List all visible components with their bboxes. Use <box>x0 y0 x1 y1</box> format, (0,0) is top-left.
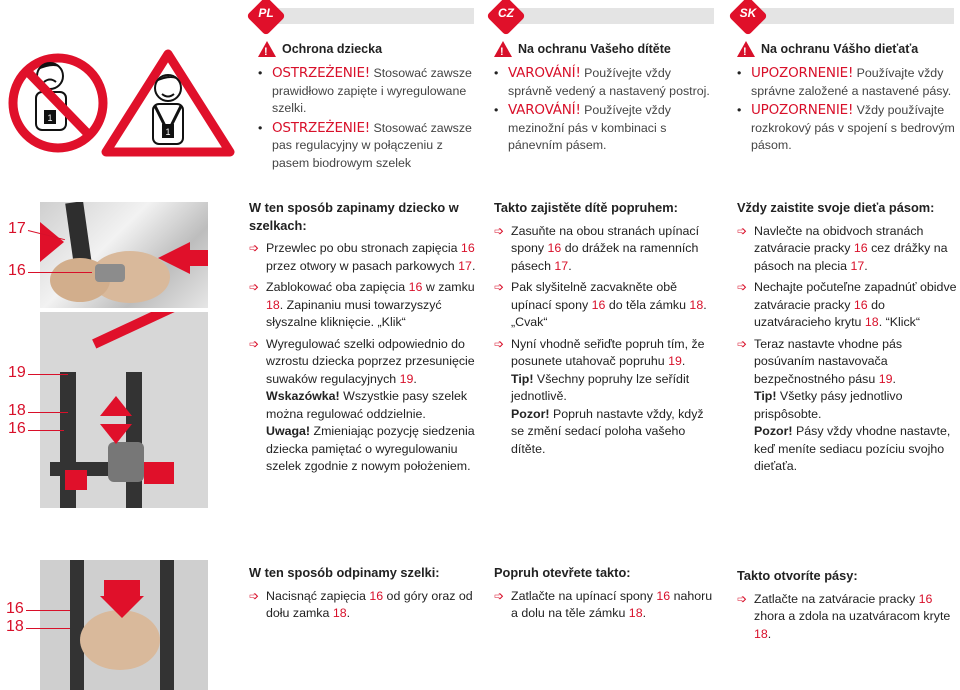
step-arrow-icon: ➩ <box>494 336 505 351</box>
callout-16: 16 <box>8 262 26 279</box>
warning-triangle-icon: ! <box>258 41 276 57</box>
section-title: W ten sposób zapinamy dziecko w szelkach: <box>249 200 459 233</box>
callout-18: 18 <box>8 402 26 419</box>
step-arrow-icon: ➩ <box>249 336 260 351</box>
section-title: Takto zajistěte dítě popruhem: <box>494 200 678 215</box>
warning-triangle-icon: ! <box>494 41 512 57</box>
step-item: ➩ Teraz nastavte vhodne pás posúvaním nastavovača bezpečnostného pásu 19. Tip! Všetky pásy jednotlivo prispôsobte. Pozor! Pásy vždy vhodne nastavte, keď meníte sediacu pozíciu svojho dieťaťa. <box>737 336 951 473</box>
callout-line <box>26 628 70 629</box>
warning-block-cz <box>494 41 716 157</box>
step-arrow-icon: ➩ <box>737 591 748 606</box>
step-arrow-icon: ➩ <box>494 588 505 603</box>
warning-item: • UPOZORNENIE! Používajte vždy správne založené a nastavené pásy. <box>737 65 959 100</box>
step-item: ➩ Nyní vhodně seřiďte popruh tím, že posunete utahovač popruhu 19. Tip! Všechny popruhy lze seřídit jednotlivě. Pozor! Popruh nastavte vždy, když se změní sedací poloha vašeho dítěte. <box>494 336 705 456</box>
photo-harness-closed <box>40 312 208 508</box>
warning-title-pl: Ochrona dziecka <box>282 42 383 56</box>
callout-17: 17 <box>8 220 26 237</box>
section-title: W ten sposób odpinamy szelki: <box>249 565 440 580</box>
callout-line <box>28 272 92 273</box>
warning-item: • OSTRZEŻENIE! Stosować zawsze pas regulacyjny w połączeniu z pasem biodrowym szelek <box>258 120 480 173</box>
fasten-instructions-pl <box>249 199 477 476</box>
callout-18-bottom: 18 <box>6 618 24 635</box>
step-arrow-icon: ➩ <box>737 223 748 238</box>
tab-bar-pl <box>258 8 474 24</box>
step-item: ➩ Wyregulować szelki odpowiednio do wzrostu dziecka poprzez przesunięcie suwaków regulacyjnych 19. Wskazówka! Wszystkie pasy szelek można regulować oddzielnie. Uwaga! Zmieniając pozycję siedzenia dziecka pamiętać o wyregulowaniu szelek zgodnie z nowym położeniem. <box>249 336 475 473</box>
warning-item: • UPOZORNENIE! Vždy používajte rozkrokový pás v spojení s bedrovým pásom. <box>737 102 959 155</box>
section-title: Takto otvoríte pásy: <box>737 568 858 583</box>
warning-item: • VAROVÁNÍ! Používejte vždy mezinožní pás v kombinaci s pánevním pásem. <box>494 102 716 155</box>
callout-16b: 16 <box>8 420 26 437</box>
tab-badge-sk: SK <box>734 2 762 30</box>
step-item: ➩ Nechajte počuteľne zapadnúť obidve zatváracie pracky 16 do uzatváracieho krytu 18. “Klick“ <box>737 280 957 329</box>
open-instructions-cz <box>494 564 719 627</box>
tab-badge-pl: PL <box>252 2 280 30</box>
section-title: Popruh otevřete takto: <box>494 565 631 580</box>
warning-child-icon <box>106 54 230 152</box>
open-instructions-pl <box>249 564 477 627</box>
step-item: ➩ Przewlec po obu stronach zapięcia 16 przez otwory w pasach parkowych 17. <box>249 241 476 273</box>
step-arrow-icon: ➩ <box>737 336 748 351</box>
open-instructions-sk <box>737 567 959 647</box>
fasten-instructions-cz <box>494 199 719 462</box>
step-item: ➩ Zatlačte na zatváracie pracky 16 zhora a zdola na uzatváracom kryte 18. <box>737 591 951 641</box>
callout-line <box>28 374 68 375</box>
step-arrow-icon: ➩ <box>737 280 748 294</box>
step-arrow-icon: ➩ <box>249 588 260 603</box>
step-arrow-icon: ➩ <box>249 280 260 294</box>
tab-badge-cz: CZ <box>492 2 520 30</box>
step-item: ➩ Navlečte na obidvoch stranách zatváracie pracky 16 cez drážky na pásoch na plecia 17. <box>737 223 948 273</box>
tab-bar-cz <box>498 8 714 24</box>
svg-text:1: 1 <box>47 113 53 123</box>
step-arrow-icon: ➩ <box>249 241 260 255</box>
prohibited-child-icon <box>13 58 103 148</box>
warning-item: • VAROVÁNÍ! Používejte vždy správně vedený a nastavený postroj. <box>494 65 716 100</box>
warning-pictograms <box>8 48 236 158</box>
warning-block-sk <box>737 41 959 157</box>
tab-bar-sk <box>738 8 954 24</box>
warning-item: • OSTRZEŻENIE! Stosować zawsze prawidłowo zapięte i wyregulowane szelki. <box>258 65 480 118</box>
step-item: ➩ Nacisnąć zapięcia 16 od góry oraz od dołu zamka 18. <box>249 588 473 620</box>
callout-line <box>28 412 68 413</box>
callout-19: 19 <box>8 364 26 381</box>
step-arrow-icon: ➩ <box>494 223 505 238</box>
step-item: ➩ Zasuňte na obou stranách upínací spony 16 do drážek na ramenních pásech 17. <box>494 223 700 273</box>
section-title: Vždy zaistite svoje dieťa pásom: <box>737 200 935 215</box>
callout-line <box>28 430 64 431</box>
step-item: ➩ Zablokować oba zapięcia 16 w zamku 18. Zapinaniu musi towarzyszyć słyszalne kliknięcie. „Klik“ <box>249 280 475 329</box>
warning-block-pl <box>258 41 480 174</box>
warning-title-cz: Na ochranu Vašeho dítěte <box>518 42 671 56</box>
photo-buckle-insert <box>40 202 208 308</box>
step-arrow-icon: ➩ <box>494 280 505 294</box>
callout-line <box>26 610 70 611</box>
warning-title-sk: Na ochranu Vášho dieťaťa <box>761 42 919 56</box>
step-item: ➩ Zatlačte na upínací spony 16 nahoru a dolu na těle zámku 18. <box>494 588 713 620</box>
fasten-instructions-sk <box>737 199 959 480</box>
warning-triangle-icon: ! <box>737 41 755 57</box>
callout-16-bottom: 16 <box>6 600 24 617</box>
photo-buckle-release <box>40 560 208 690</box>
step-item: ➩ Pak slyšitelně zacvakněte obě upínací spony 16 do těla zámku 18. „Cvak“ <box>494 280 707 329</box>
svg-text:1: 1 <box>165 127 171 137</box>
